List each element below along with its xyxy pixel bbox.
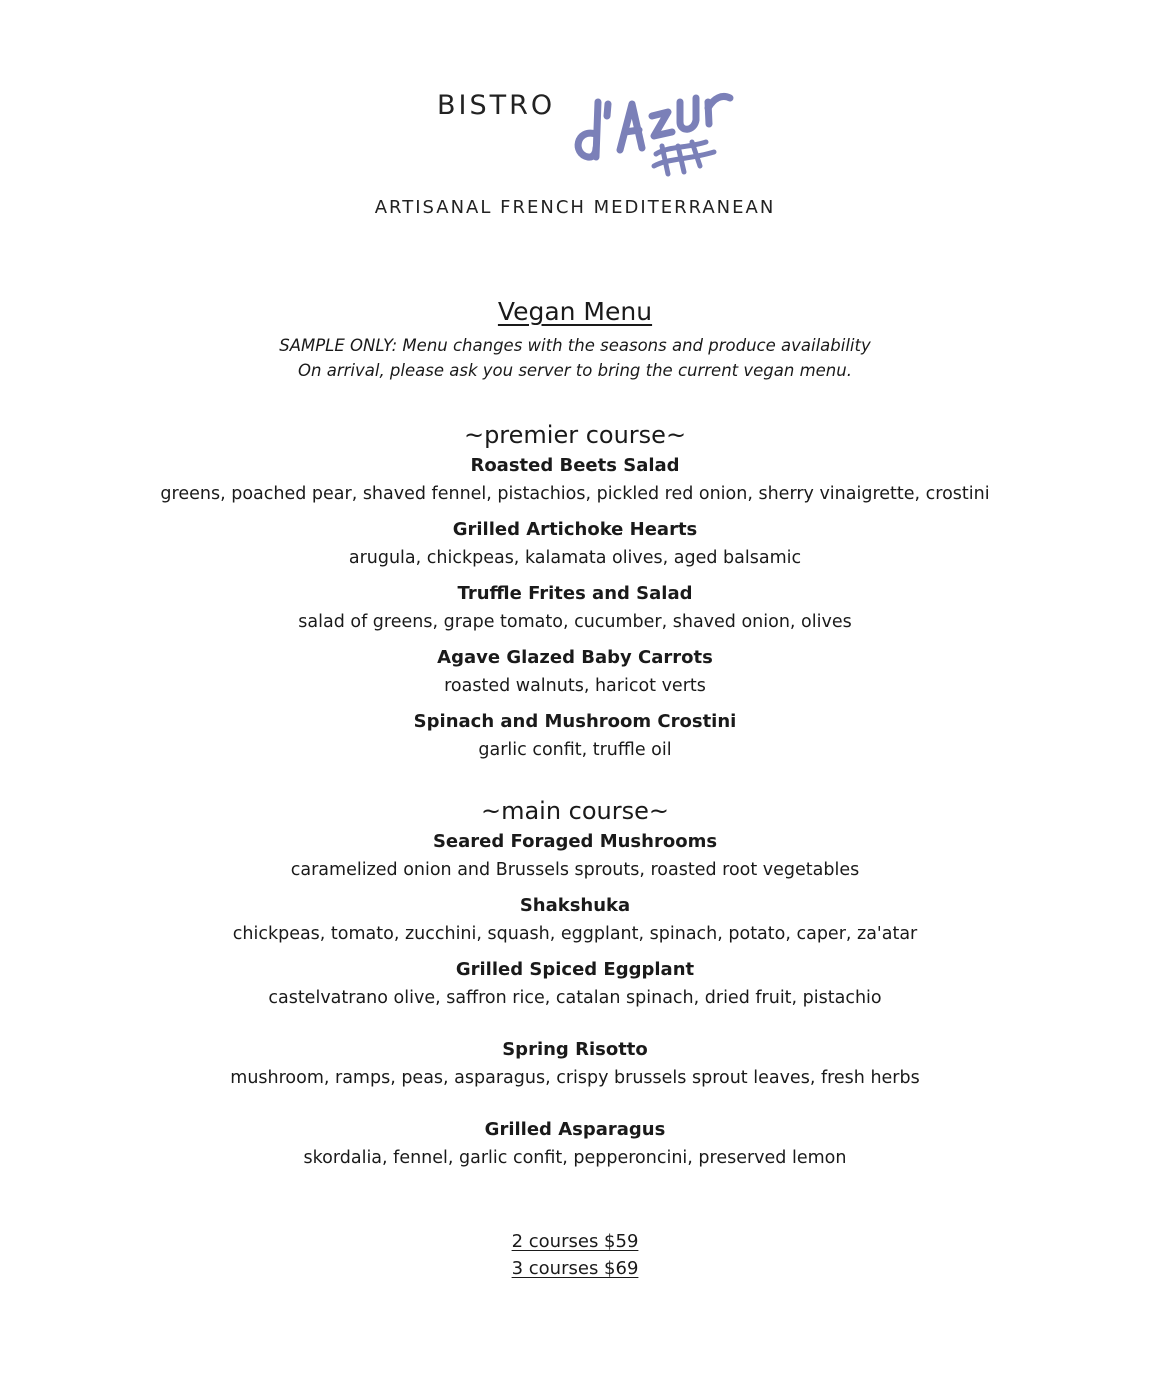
dish-description: greens, poached pear, shaved fennel, pistachios, pickled red onion, sherry vinaigrette, crostini [160, 484, 990, 504]
restaurant-logo [0, 0, 1150, 240]
dish [0, 580, 1150, 636]
dish-name: Grilled Artichoke Hearts [452, 519, 698, 540]
dish [0, 644, 1150, 700]
dish-name: Shakshuka [519, 895, 631, 916]
dish-name: Truffle Frites and Salad [457, 583, 693, 604]
dish [0, 1116, 1150, 1172]
logo-tagline: ARTISANAL FRENCH MEDITERRANEAN [374, 197, 776, 218]
dish [0, 516, 1150, 572]
dish-description: caramelized onion and Brussels sprouts, roasted root vegetables [290, 860, 860, 880]
dish [0, 452, 1150, 508]
logo-bistro-word: BISTRO [437, 90, 556, 121]
notice-line-1: SAMPLE ONLY: Menu changes with the seasons and produce availability [279, 336, 871, 355]
premier-course-section [0, 420, 1150, 772]
dish-name: Grilled Spiced Eggplant [455, 959, 695, 980]
dish-description: skordalia, fennel, garlic confit, pepperoncini, preserved lemon [303, 1148, 847, 1168]
dish-description: roasted walnuts, haricot verts [444, 676, 706, 696]
menu-title: Vegan Menu [497, 297, 653, 326]
dish-description: arugula, chickpeas, kalamata olives, aged balsamic [348, 548, 802, 568]
dish-name: Spring Risotto [502, 1039, 648, 1060]
logo-azur-script [568, 62, 743, 182]
premier-course-title: ~premier course~ [463, 421, 687, 449]
notice-line-2: On arrival, please ask you server to bring the current vegan menu. [298, 361, 852, 380]
dish-description: salad of greens, grape tomato, cucumber, shaved onion, olives [298, 612, 852, 632]
dish-name: Roasted Beets Salad [470, 455, 680, 476]
price-three-courses: 3 courses $69 [511, 1258, 639, 1279]
dish-name: Seared Foraged Mushrooms [432, 831, 718, 852]
dish-name: Agave Glazed Baby Carrots [437, 647, 713, 668]
dish-name: Spinach and Mushroom Crostini [413, 711, 737, 732]
dish [0, 708, 1150, 764]
dish [0, 892, 1150, 948]
dish-description: castelvatrano olive, saffron rice, catalan spinach, dried fruit, pistachio [268, 988, 882, 1008]
menu-notice [0, 333, 1150, 383]
dish-description: garlic confit, truffle oil [478, 740, 672, 760]
main-course-section [0, 796, 1150, 1180]
dish-description: mushroom, ramps, peas, asparagus, crispy brussels sprout leaves, fresh herbs [230, 1068, 920, 1088]
dish-description: chickpeas, tomato, zucchini, squash, eggplant, spinach, potato, caper, za'atar [232, 924, 918, 944]
price-two-courses: 2 courses $59 [511, 1231, 639, 1252]
main-course-title: ~main course~ [480, 797, 670, 825]
pricing [0, 1228, 1150, 1282]
dish [0, 1036, 1150, 1092]
menu-heading [0, 297, 1150, 383]
dish-name: Grilled Asparagus [484, 1119, 666, 1140]
dish [0, 828, 1150, 884]
dish [0, 956, 1150, 1012]
